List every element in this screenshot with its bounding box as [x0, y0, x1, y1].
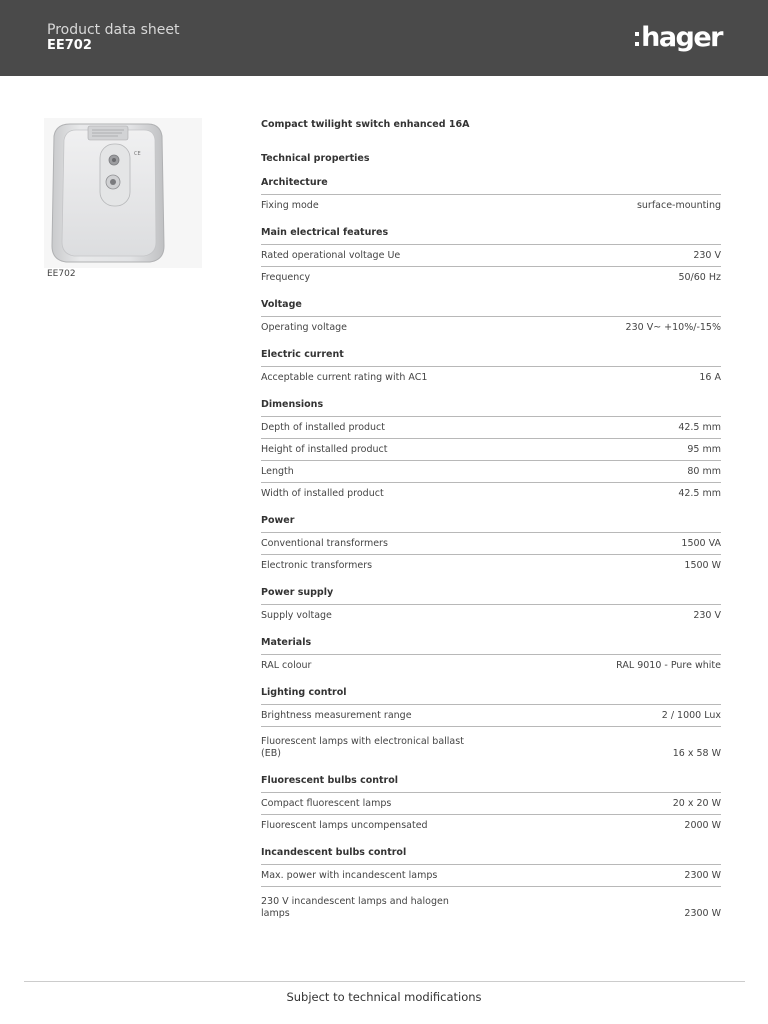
property-section [261, 774, 721, 836]
property-section [261, 586, 721, 626]
property-value: 80 mm [687, 466, 721, 477]
property-label: Acceptable current rating with AC1 [261, 372, 428, 383]
property-label: Operating voltage [261, 322, 348, 333]
property-label: Depth of installed product [261, 422, 386, 433]
property-label: Max. power with incandescent lamps [261, 870, 438, 881]
properties-sections [261, 176, 721, 924]
property-value: 2000 W [684, 820, 721, 831]
property-label: Frequency [261, 272, 311, 283]
property-row [261, 865, 721, 887]
property-row [261, 195, 721, 216]
property-value: 230 V [693, 610, 721, 621]
property-row [261, 245, 721, 267]
section-title: Voltage [261, 298, 721, 317]
property-label: Electronic transformers [261, 560, 373, 571]
property-row [261, 705, 721, 727]
property-row [261, 483, 721, 504]
property-label: Fluorescent lamps uncompensated [261, 820, 428, 831]
document-type: Product data sheet [47, 22, 180, 38]
property-label: Supply voltage [261, 610, 332, 621]
property-row [261, 555, 721, 576]
property-value: surface-mounting [636, 200, 721, 211]
property-value: 2 / 1000 Lux [661, 710, 721, 721]
product-caption: EE702 [47, 269, 76, 279]
section-title: Incandescent bulbs control [261, 846, 721, 865]
logo-text: hager [641, 21, 722, 53]
property-row [261, 439, 721, 461]
page-header [0, 0, 768, 76]
section-title: Architecture [261, 176, 721, 195]
property-label: Conventional transformers [261, 538, 388, 549]
section-title: Dimensions [261, 398, 721, 417]
property-row [261, 461, 721, 483]
property-row [261, 815, 721, 836]
property-value: 1500 W [684, 560, 721, 571]
property-value: 16 A [699, 372, 721, 383]
property-row [261, 605, 721, 626]
property-label: Fixing mode [261, 200, 319, 211]
property-label: Height of installed product [261, 444, 388, 455]
property-label: Brightness measurement range [261, 710, 412, 721]
property-section [261, 298, 721, 338]
logo-colon-icon [635, 32, 639, 46]
product-code: EE702 [47, 38, 92, 53]
property-row [261, 417, 721, 439]
property-label: Compact fluorescent lamps [261, 798, 392, 809]
property-value: 230 V [693, 250, 721, 261]
hager-logo [635, 20, 722, 54]
product-title: Compact twilight switch enhanced 16A [261, 119, 470, 130]
property-row [261, 367, 721, 388]
section-title: Electric current [261, 348, 721, 367]
property-label: 230 V incandescent lamps and halogen lamps [261, 896, 449, 919]
property-section [261, 846, 721, 924]
product-photo [44, 118, 202, 268]
property-value: 2300 W [684, 908, 721, 919]
property-label: Fluorescent lamps with electronical ballast (EB) [261, 736, 464, 759]
property-value: 2300 W [684, 870, 721, 881]
technical-content [261, 118, 721, 924]
property-label: RAL colour [261, 660, 312, 671]
property-section [261, 686, 721, 764]
property-section [261, 636, 721, 676]
property-value: 95 mm [687, 444, 721, 455]
twilight-switch-icon [44, 118, 202, 268]
property-row [261, 793, 721, 815]
property-section [261, 176, 721, 216]
property-label: Rated operational voltage Ue [261, 250, 401, 261]
property-section [261, 514, 721, 576]
property-row [261, 887, 721, 924]
technical-properties-title: Technical properties [261, 153, 370, 164]
property-section [261, 348, 721, 388]
section-title: Fluorescent bulbs control [261, 774, 721, 793]
property-row [261, 267, 721, 288]
property-value: 230 V~ +10%/-15% [625, 322, 721, 333]
property-row [261, 533, 721, 555]
property-row [261, 727, 721, 764]
property-row [261, 317, 721, 338]
property-value: 42.5 mm [678, 488, 721, 499]
property-section [261, 226, 721, 288]
property-section [261, 398, 721, 504]
property-label: Length [261, 466, 294, 477]
property-row [261, 655, 721, 676]
section-title: Main electrical features [261, 226, 721, 245]
footer-divider [24, 981, 745, 982]
property-value: 16 x 58 W [672, 748, 721, 759]
property-value: 1500 VA [681, 538, 721, 549]
section-title: Materials [261, 636, 721, 655]
property-label: Width of installed product [261, 488, 384, 499]
property-value: 50/60 Hz [678, 272, 721, 283]
property-value: 20 x 20 W [672, 798, 721, 809]
svg-text:CE: CE [134, 151, 141, 157]
section-title: Lighting control [261, 686, 721, 705]
section-title: Power supply [261, 586, 721, 605]
property-value: RAL 9010 - Pure white [616, 660, 721, 671]
property-value: 42.5 mm [678, 422, 721, 433]
footer-note: Subject to technical modifications [286, 990, 482, 1004]
section-title: Power [261, 514, 721, 533]
